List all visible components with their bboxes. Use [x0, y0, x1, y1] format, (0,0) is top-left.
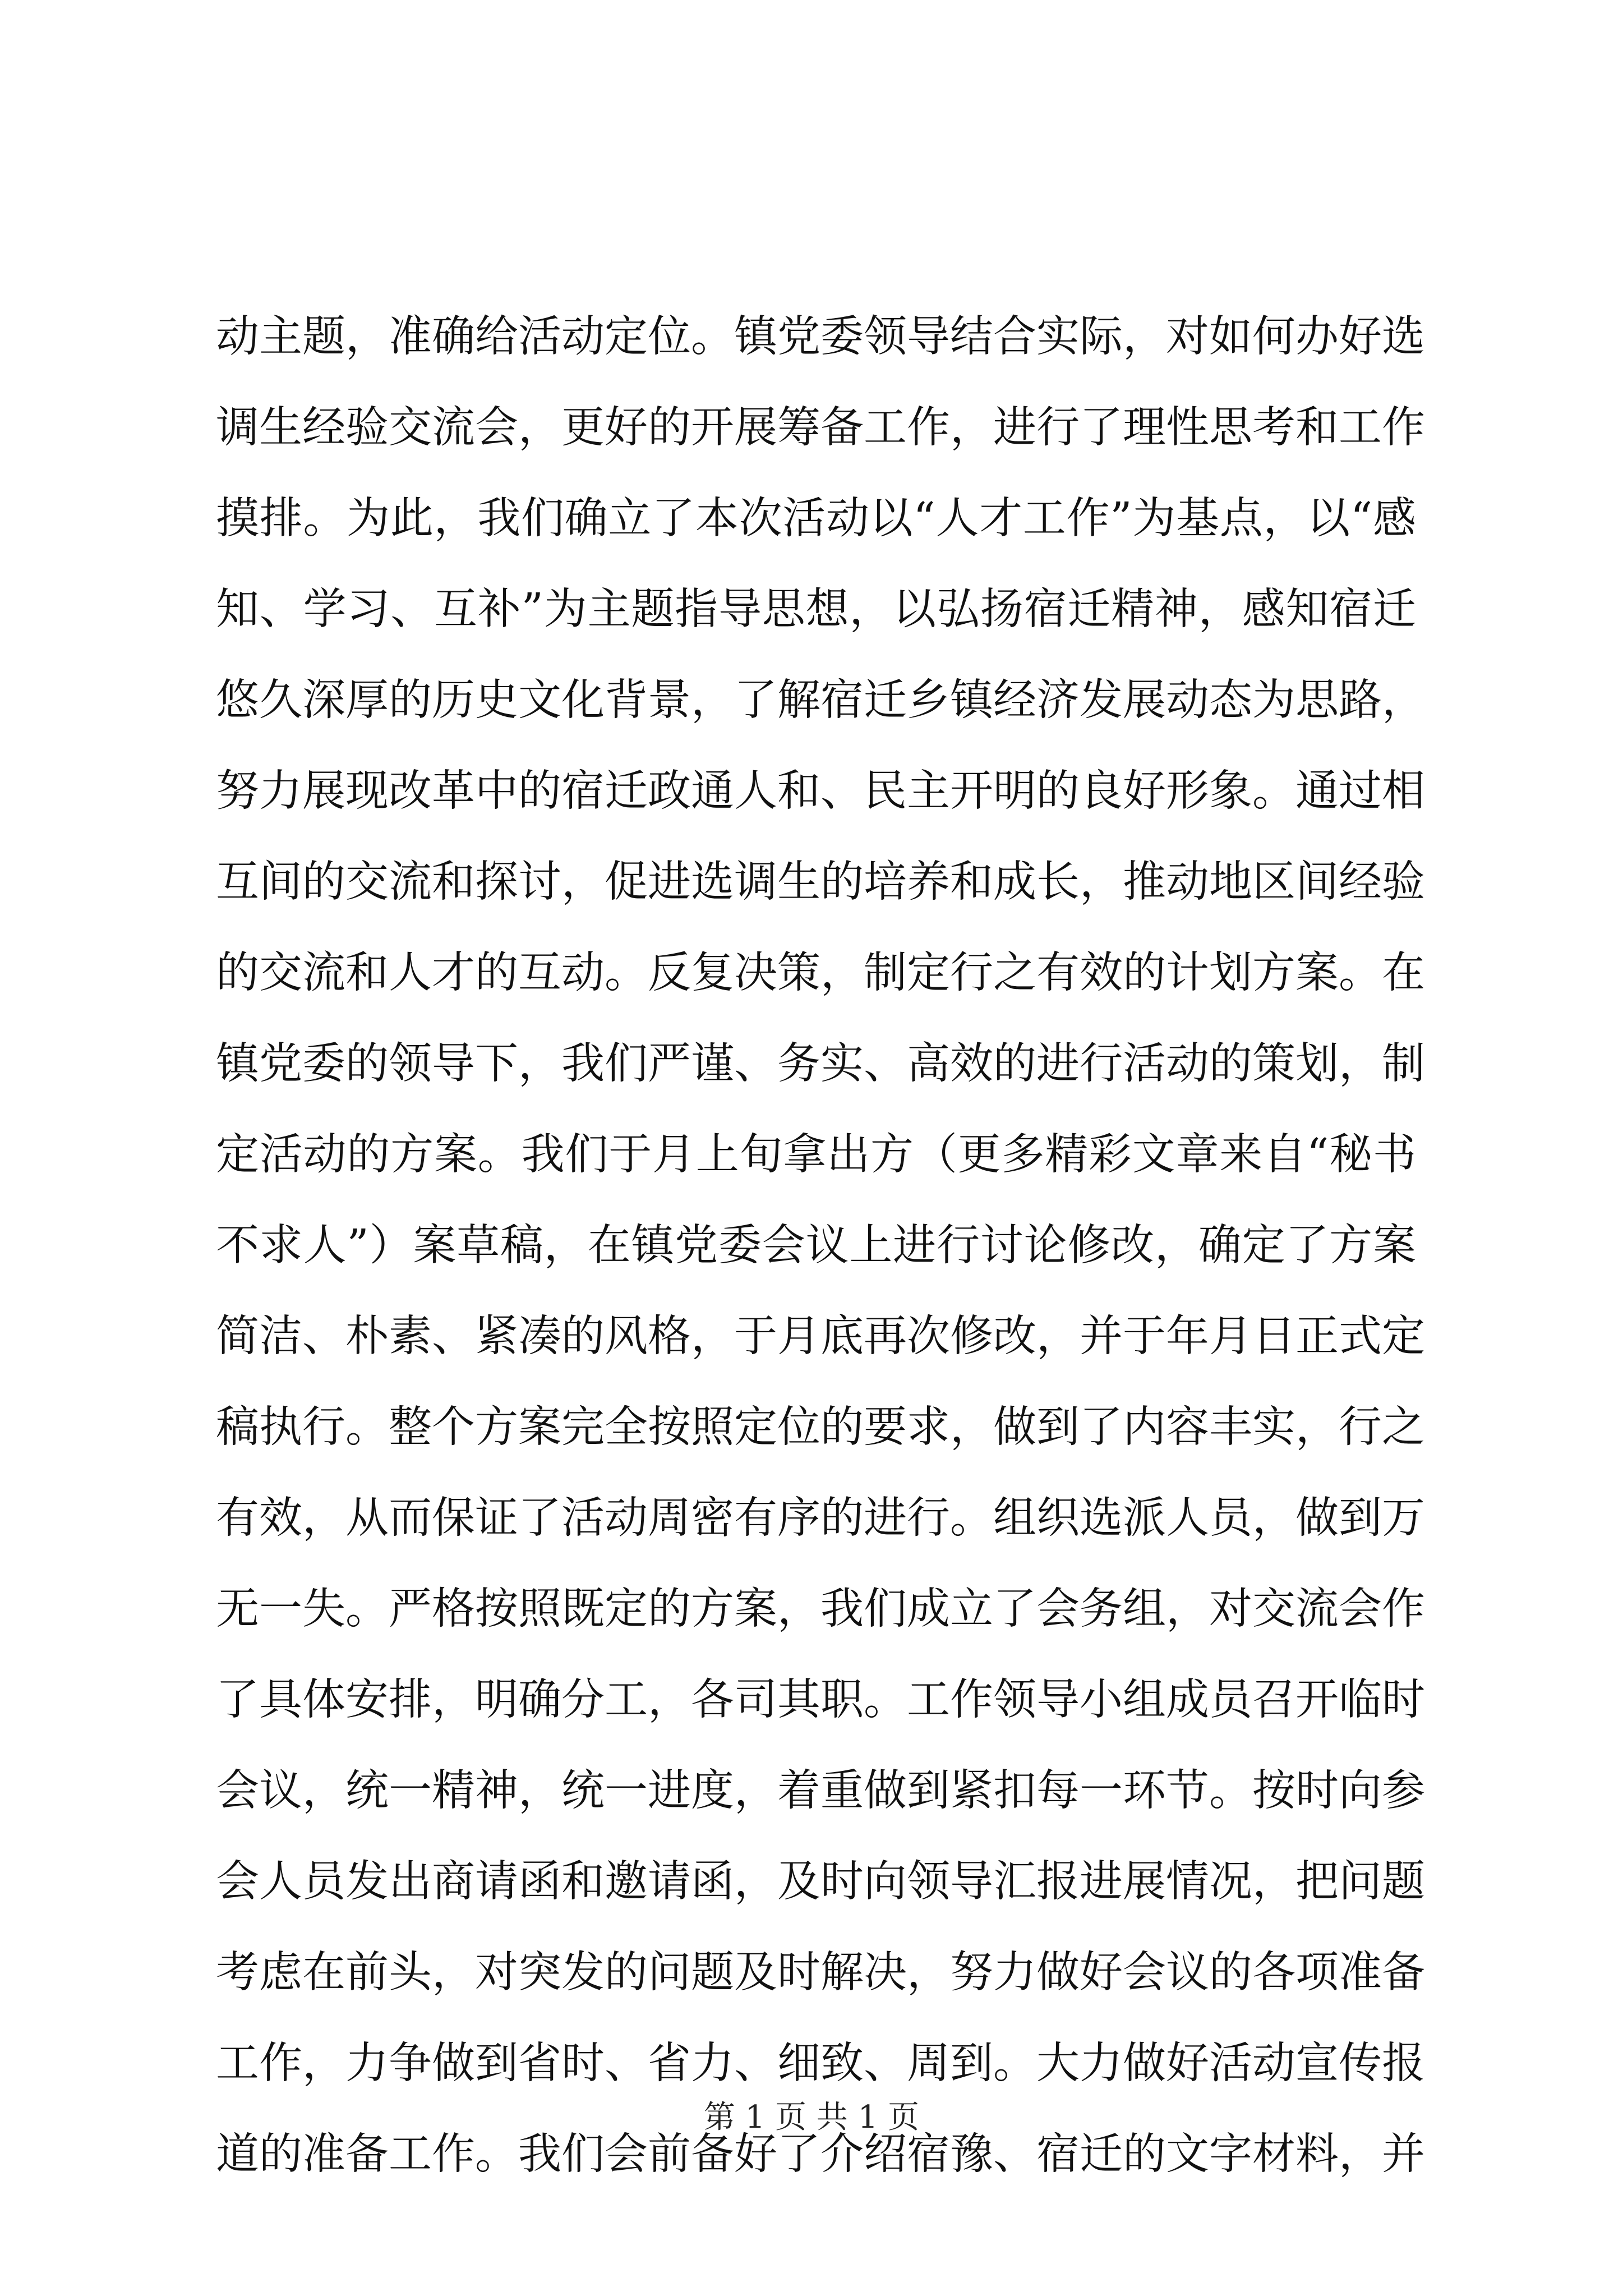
text-line: 简洁、朴素、紧凑的风格，于月底再次修改，并于年月日正式定: [216, 1312, 1425, 1361]
text-line: 镇党委的领导下，我们严谨、务实、高效的进行活动的策划，制: [216, 1039, 1425, 1089]
text-line: 摸排。为此，我们确立了本次活动以“人才工作”为基点，以“感: [216, 494, 1416, 544]
page-footer: 第 1 页 共 1 页: [703, 2099, 920, 2136]
text-line: 知、学习、互补”为主题指导思想，以弘扬宿迁精神，感知宿迁: [216, 585, 1416, 634]
text-line: 了具体安排，明确分工，各司其职。工作领导小组成员召开临时: [216, 1675, 1425, 1725]
text-line: 不求人”）案草稿，在镇党委会议上进行讨论修改，确定了方案: [216, 1221, 1416, 1271]
text-line: 定活动的方案。我们于月上旬拿出方（更多精彩文章来自“秘书: [216, 1130, 1416, 1180]
text-line: 会人员发出商请函和邀请函，及时向领导汇报进展情况，把问题: [216, 1857, 1425, 1907]
text-line: 努力展现改革中的宿迁政通人和、民主开明的良好形象。通过相: [216, 766, 1425, 816]
text-line: 会议，统一精神，统一进度，着重做到紧扣每一环节。按时向参: [216, 1766, 1425, 1816]
text-line: 有效，从而保证了活动周密有序的进行。组织选派人员，做到万: [216, 1493, 1425, 1543]
text-line: 考虑在前头，对突发的问题及时解决，努力做好会议的各项准备: [216, 1948, 1425, 1998]
text-line: 互间的交流和探讨，促进选调生的培养和成长，推动地区间经验: [216, 857, 1425, 907]
text-line: 工作，力争做到省时、省力、细致、周到。大力做好活动宣传报: [216, 2039, 1425, 2088]
text-line: 道的准备工作。我们会前备好了介绍宿豫、宿迁的文字材料，并: [216, 2129, 1425, 2179]
text-line: 稿执行。整个方案完全按照定位的要求，做到了内容丰实，行之: [216, 1402, 1425, 1452]
text-line: 调生经验交流会，更好的开展筹备工作，进行了理性思考和工作: [216, 403, 1425, 453]
text-line: 悠久深厚的历史文化背景，了解宿迁乡镇经济发展动态为思路，: [216, 675, 1425, 725]
text-line: 动主题，准确给活动定位。镇党委领导结合实际，对如何办好选: [216, 312, 1425, 362]
text-line: 无一失。严格按照既定的方案，我们成立了会务组，对交流会作: [216, 1584, 1425, 1634]
text-line: 的交流和人才的互动。反复决策，制定行之有效的计划方案。在: [216, 948, 1425, 998]
body-text: [216, 292, 1425, 2200]
